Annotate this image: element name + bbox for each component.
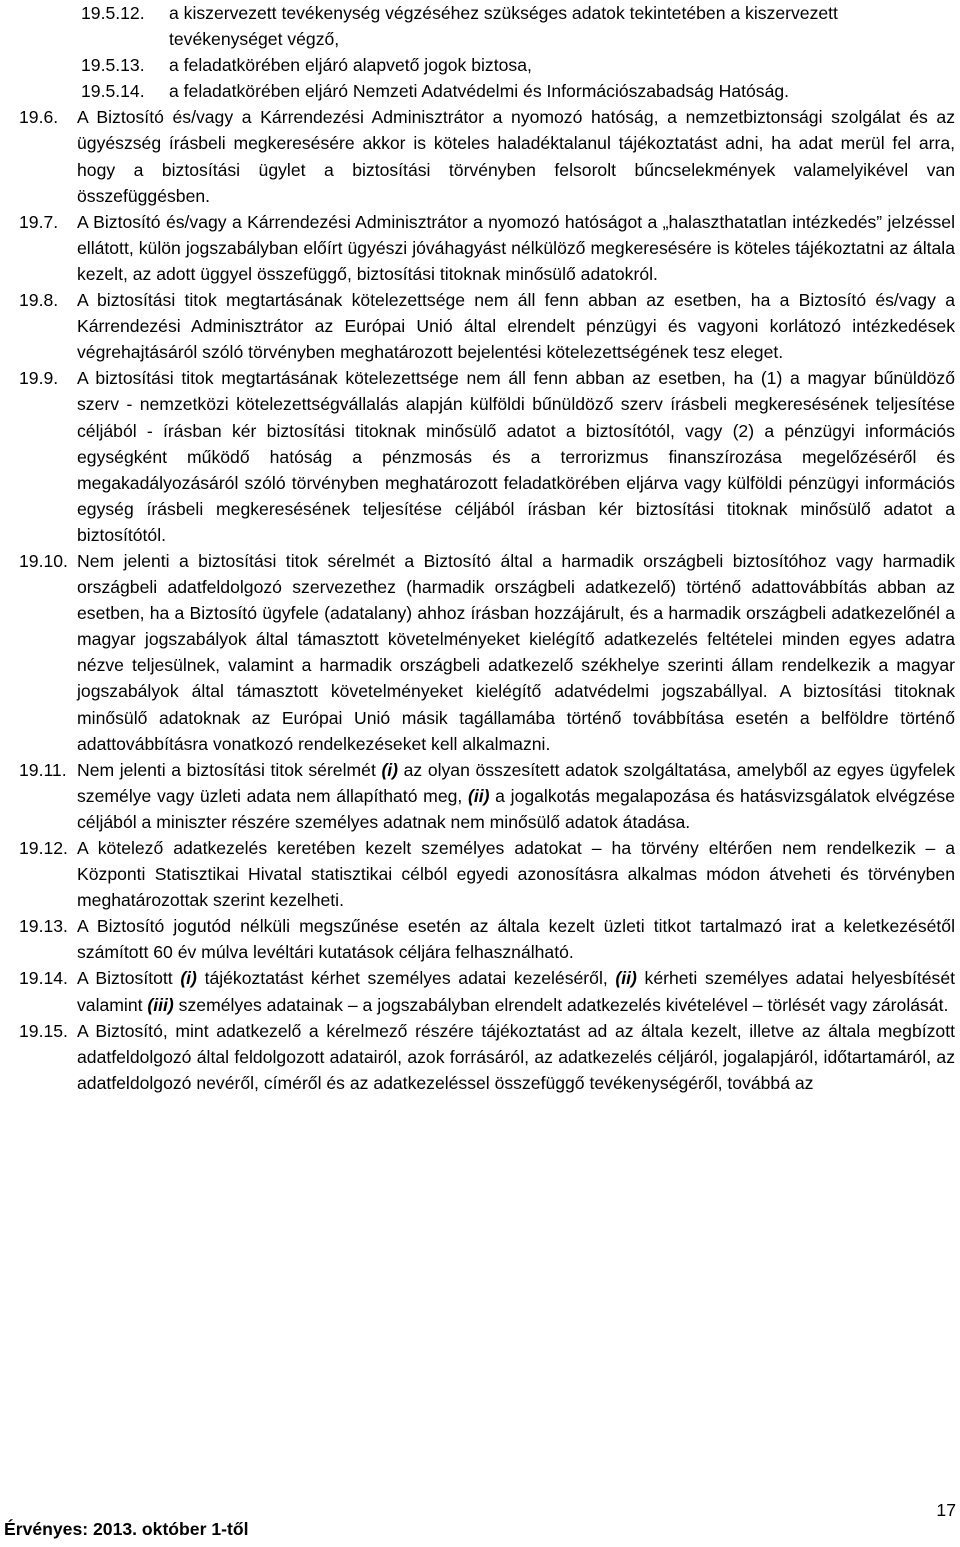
paragraph-number: 19.11.: [19, 759, 67, 780]
paragraph-text: tájékoztatást kérhet személyes adatai kezeléséről,: [196, 968, 616, 989]
paragraph-text: A Biztosított: [77, 968, 181, 989]
item-text: a feladatkörében eljáró Nemzeti Adatvédelmi és Információszabadság Hatóság.: [169, 81, 790, 102]
paragraph-number: 19.15.: [19, 1020, 68, 1041]
item-text: a kiszervezett tevékenység végzéséhez szükséges adatok tekintetében a kiszervezett tevékenységet végző,: [169, 3, 838, 50]
item-number: 19.5.14.: [81, 81, 145, 102]
enumeration-marker: (i): [180, 968, 197, 989]
paragraph: [19, 913, 955, 965]
list-item: [19, 78, 955, 104]
sub-items: [19, 0, 955, 104]
paragraph: [19, 757, 955, 835]
enumeration-marker: (i): [381, 759, 399, 780]
item-text: a feladatkörében eljáró alapvető jogok biztosa,: [169, 55, 532, 76]
enumeration-marker: (iii): [147, 994, 174, 1015]
paragraph-number: 19.8.: [19, 290, 59, 311]
paragraph-number: 19.9.: [19, 368, 59, 389]
paragraph-text: az olyan összesített adatok szolgáltatása, amelyből az egyes ügyfelek személye vagy üzleti adata nem állapítható meg,: [77, 759, 956, 806]
paragraph-text: Nem jelenti a biztosítási titok sérelmét: [77, 759, 382, 780]
item-number: 19.5.13.: [81, 55, 145, 76]
paragraph-text: A kötelező adatkezelés keretében kezelt személyes adatokat – ha törvény eltérően nem rendelkezik – a Központi Statisztikai Hivatal statisztikai célból egyedi azonosításra alkalmas módon átveheti és törvényben meghatározottak szerint kezelheti.: [77, 838, 955, 911]
paragraph: [19, 209, 955, 287]
paragraph-number: 19.7.: [19, 211, 59, 232]
paragraph: [19, 1018, 955, 1096]
list-item: [19, 0, 955, 52]
footer-validity: Érvényes: 2013. október 1-től: [4, 1519, 249, 1539]
paragraph: [19, 365, 955, 548]
paragraph-text: A Biztosító és/vagy a Kárrendezési Adminisztrátor a nyomozó hatóságot a „halaszthatatlan intézkedés” jelzéssel ellátott, külön jogszabályban előírt ügyészi jóváhagyást nélkülöző megkeresésére is köteles tájékoztatni az általa kezelt, az adott üggyel összefüggő, biztosítási titoknak minősülő adatokról.: [77, 211, 955, 284]
paragraph-text: kérheti személyes adatai helyesbítését valamint: [77, 968, 955, 1015]
paragraph: [19, 548, 955, 757]
paragraph-number: 19.6.: [19, 107, 59, 128]
paragraph-text: A biztosítási titok megtartásának kötelezettsége nem áll fenn abban az esetben, ha a Biztosító és/vagy a Kárrendezési Adminisztrátor az Európai Unió által elrendelt pénzügyi és vagyoni korlátozó intézkedések végrehajtásáról szóló törvényben meghatározott bejelentési kötelezettségének tesz eleget.: [77, 290, 955, 363]
paragraph-text: a jogalkotás megalapozása és hatásvizsgálatok elvégzése céljából a miniszter részére személyes adatnak nem minősülő adatok átadása.: [77, 785, 955, 832]
paragraph-number: 19.14.: [19, 968, 68, 989]
document-body: [19, 0, 955, 1096]
enumeration-marker: (ii): [615, 968, 637, 989]
numbered-paragraphs: [19, 104, 955, 1096]
paragraph-text: személyes adatainak – a jogszabályban elrendelt adatkezelés kivételével – törlését vagy zárolását.: [173, 994, 949, 1015]
paragraph: [19, 835, 955, 913]
paragraph-text: Nem jelenti a biztosítási titok sérelmét a Biztosító által a harmadik országbeli biztosítóhoz vagy harmadik országbeli adatfeldolgozó szervezethez (harmadik országbeli adatkezelő) történő adattovábbítás abban az esetben, ha a Biztosító ügyfele (adatalany) ahhoz írásban hozzájárult, és a harmadik országbeli adatkezelőnél a magyar jogszabályok által támasztott követelményeket kielégítő adatkezelés feltételei minden egyes adatra nézve teljesülnek, valamint a harmadik országbeli adatkezelő székhelye szerinti állam rendelkezik a magyar jogszabályok által támasztott követelményeket kielégítő adatvédelmi jogszabállyal. A biztosítási titoknak minősülő adatoknak az Európai Unió másik tagállamába történő továbbítása esetén a belföldre történő adattovábbításra vonatkozó rendelkezéseket kell alkalmazni.: [77, 550, 955, 754]
paragraph: [19, 287, 955, 365]
paragraph-text: A Biztosító jogutód nélküli megszűnése esetén az általa kezelt üzleti titkot tartalmazó irat a keletkezésétől számított 60 év múlva levéltári kutatások céljára felhasználható.: [77, 916, 955, 963]
paragraph-number: 19.13.: [19, 916, 68, 937]
page-number: 17: [936, 1500, 956, 1520]
paragraph: [19, 965, 955, 1017]
item-number: 19.5.12.: [81, 3, 145, 23]
paragraph-number: 19.12.: [19, 838, 68, 858]
paragraph-number: 19.10.: [19, 550, 68, 571]
list-item: [19, 52, 955, 78]
paragraph-text: A biztosítási titok megtartásának kötelezettsége nem áll fenn abban az esetben, ha (1) a magyar bűnüldöző szerv - nemzetközi kötelezettségvállalás alapján külföldi bűnüldöző szerv írásbeli megkeresésének teljesítése céljából - írásban kér biztosítási titoknak minősülő adatot a biztosítótól, vagy (2) a pénzügyi információs egységként működő hatóság a pénzmosás és a terrorizmus finanszírozása megelőzéséről és megakadályozásáról szóló törvényben meghatározott feladatkörében eljárva vagy külföldi pénzügyi információs egység írásbeli megkeresésének teljesítése céljából írásban kér biztosítási titoknak minősülő adatot a biztosítótól.: [77, 368, 955, 545]
paragraph-text: A Biztosító és/vagy a Kárrendezési Adminisztrátor a nyomozó hatóság, a nemzetbiztonsági szolgálat és az ügyészség írásbeli megkeresésére akkor is köteles haladéktalanul tájékoztatást adni, ha adat merül fel arra, hogy a biztosítási ügylet a biztosítási törvényben felsorolt bűncselekmények valamelyikével van összefüggésben.: [77, 107, 955, 206]
paragraph-text: A Biztosító, mint adatkezelő a kérelmező részére tájékoztatást ad az általa kezelt, illetve az általa megbízott adatfeldolgozó által feldolgozott adatairól, azok forrásáról, az adatkezelés céljáról, jogalapjáról, időtartamáról, az adatfeldolgozó nevéről, címéről és az adatkezeléssel összefüggő tevékenységéről, továbbá az: [77, 1020, 955, 1093]
paragraph: [19, 104, 955, 208]
enumeration-marker: (ii): [467, 785, 490, 806]
